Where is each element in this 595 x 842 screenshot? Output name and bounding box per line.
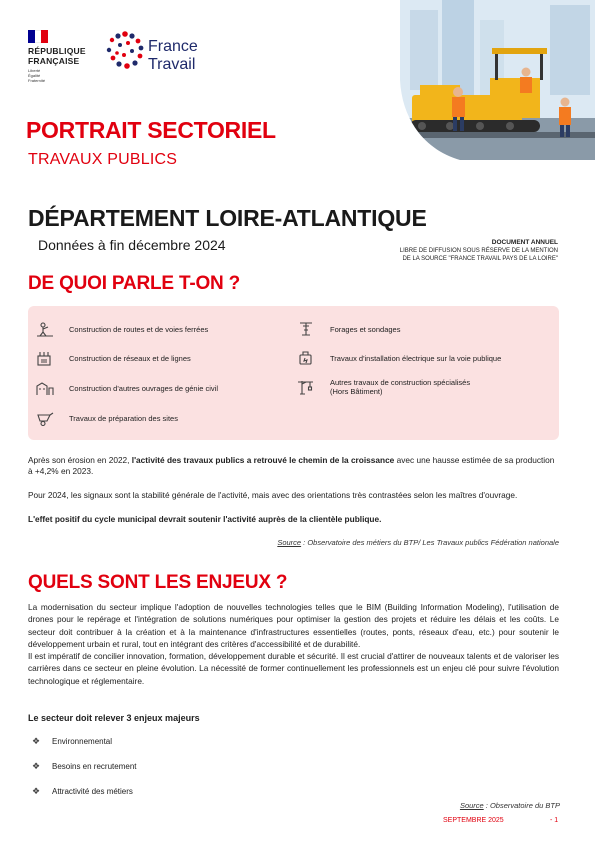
page-subtitle: TRAVAUX PUBLICS <box>28 151 178 168</box>
list-item: ❖ Attractivité des métiers <box>32 786 133 796</box>
sector-item: Construction de réseaux et de lignes <box>34 349 191 367</box>
page-title: PORTRAIT SECTORIEL <box>26 117 276 143</box>
enjeux-subheading: Le secteur doit relever 3 enjeux majeurs <box>28 713 200 723</box>
paragraph-2024: Pour 2024, les signaux sont la stabilité générale de l'activité, mais avec des orientations très contrastées selon les maîtres d'ouvrage. <box>28 490 518 500</box>
source-note-btp: Source : Observatoire du BTP <box>459 801 560 810</box>
wheelbarrow-icon <box>34 409 56 427</box>
sector-item: Construction d'autres ouvrages de génie civil <box>34 379 218 397</box>
footer-date: SEPTEMBRE 2025 <box>443 817 504 824</box>
electric-bucket-icon <box>295 349 317 367</box>
list-item: ❖ Environnemental <box>32 736 113 746</box>
paragraph-croissance: Après son érosion en 2022, l'activité des travaux publics a retrouvé le chemin de la croissance avec une hausse estimée de sa production à +4,2% en 2023. <box>28 455 555 476</box>
diamond-bullet-icon: ❖ <box>32 736 41 746</box>
section-heading-de-quoi: DE QUOI PARLE T-ON ? <box>28 273 241 294</box>
road-worker-icon <box>34 320 56 338</box>
section-heading-enjeux: QUELS SONT LES ENJEUX ? <box>28 572 288 593</box>
page-number: - 1 <box>550 817 559 824</box>
civil-works-icon <box>34 379 56 397</box>
republique-francaise-logo <box>28 30 108 83</box>
sector-item: Construction de routes et de voies ferrées <box>34 320 208 338</box>
republic-name: RÉPUBLIQUE FRANÇAISE <box>28 46 86 66</box>
source-note: Source : Observatoire des métiers du BTP/ Les Travaux publics Fédération nationale <box>277 538 559 547</box>
france-travail-wordmark: France Travail <box>148 38 198 73</box>
drilling-rig-icon <box>295 320 317 338</box>
department-title: DÉPARTEMENT LOIRE-ATLANTIQUE <box>28 205 427 231</box>
network-lines-icon <box>34 349 56 367</box>
diamond-bullet-icon: ❖ <box>32 761 41 771</box>
document-notice: DOCUMENT ANNUEL LIBRE DE DIFFUSION SOUS RÉSERVE DE LA MENTION DE LA SOURCE "FRANCE TRAVAIL PAYS DE LA LOIRE" <box>399 239 558 262</box>
data-date: Données à fin décembre 2024 <box>38 237 226 253</box>
list-item: ❖ Besoins en recrutement <box>32 761 137 771</box>
road-construction-illustration <box>400 0 595 160</box>
sectors-box <box>28 306 559 440</box>
sector-item: Travaux de préparation des sites <box>34 409 178 427</box>
paragraph-cycle-municipal: L'effet positif du cycle municipal devrait soutenir l'activité auprès de la clientèle publique. <box>28 514 382 524</box>
enjeux-text: La modernisation du secteur implique l'adoption de nouvelles technologies telles que le BIM (Building Information Modeling), l'utilisation de drones pour le repérage et l'intégration de solutions numériques pour optimiser la gestion des projets et réduire les délais et les coûts. Le secteur doit contribuer à la création et à la maintenance d'infrastructures essentielles (routes, ponts, réseaux d'eau, etc.) pour soutenir le développement urbain et rural, tout en intégrant des critères d'accessibilité et de durabilité. Il est impératif de concilier innovation, formation, développement durable et sécurité. Il est crucial d'attirer de nouveaux talents et de valoriser les carrières dans ce secteur en pleine évolution. La nécessité de former continuellement les professionnels est un enjeu clé pour suivre l'évolution technologique et réglementaire. <box>28 602 559 686</box>
french-flag-icon <box>28 30 48 43</box>
diamond-bullet-icon: ❖ <box>32 786 41 796</box>
sector-item: Autres travaux de construction spécialisés (Hors Bâtiment) <box>295 378 470 396</box>
sector-item: Travaux d'installation électrique sur la voie publique <box>295 349 501 367</box>
republic-motto: Liberté Égalité Fraternité <box>28 68 46 83</box>
crane-icon <box>295 378 317 396</box>
sector-item: Forages et sondages <box>295 320 400 338</box>
